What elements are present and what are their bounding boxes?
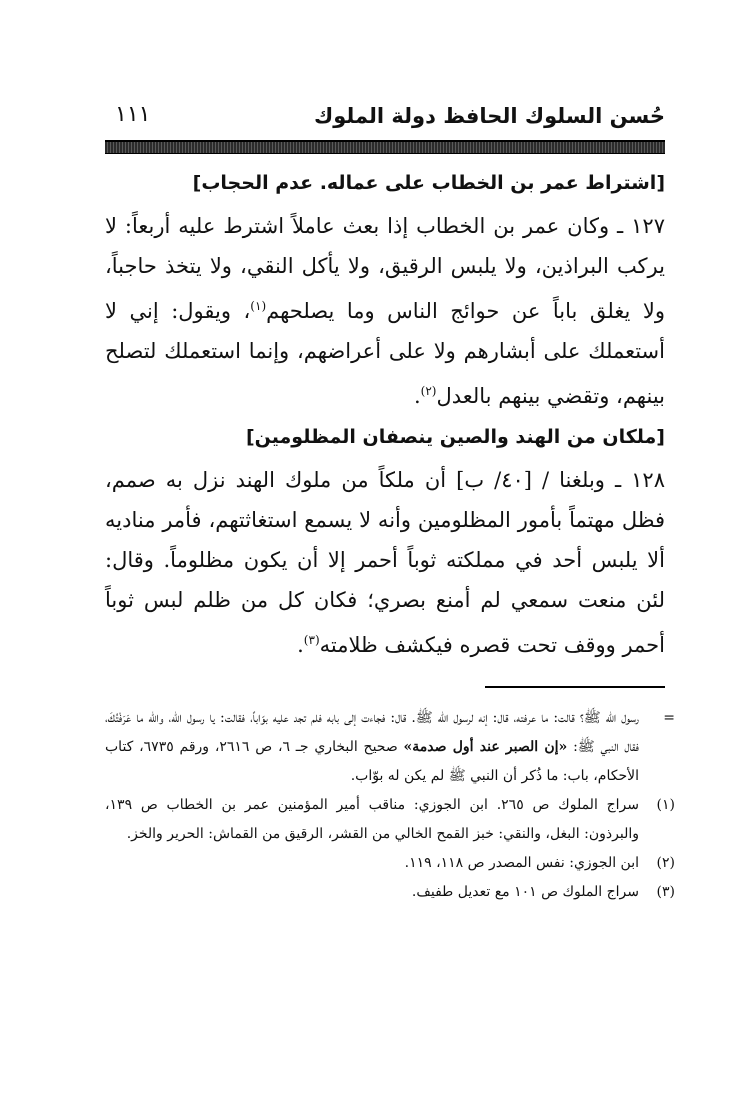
paragraph-128-text-a: ١٢٨ ـ وبلغنا / [٤٠/ ب] أن ملكاً من ملوك الهند نزل به صمم، فظل مهتماً بأمور المظلومين وأنه لا يسمع استغاثتهم، فأمر مناديه ألا يلبس أحد في مملكته ثوباً أحمر إلا أن يكون مظلوماً. وقال: لئن منعت سمعي لم أمنع بصري؛ فكان كل من ظلم لبس ثوباً أحمر ووقف تحت قصره فيكشف ظلامته [105, 468, 665, 657]
paragraph-128-text-b: . [297, 633, 304, 657]
footnote-ref-1: (١) [250, 299, 267, 313]
main-text [105, 162, 665, 667]
paragraph-127-text-a: ١٢٧ ـ وكان عمر بن الخطاب إذا بعث عاملاً اشترط عليه أربعاً: لا يركب البراذين، ولا يلبس الرقيق، ولا يأكل النقي، ولا يتخذ حاجباً، ولا يغلق باباً عن حوائج الناس وما يصلحهم [105, 214, 665, 323]
footnote-marker: (١) [656, 797, 675, 813]
footnote-2 [105, 849, 675, 878]
footnote-text: رسول الله ﷺ؟ قالت: ما عرفته، قال: إنه لرسول الله ﷺ. قال: فجاءت إلى بابه فلم تجد عليه بوّاباً، فقالت: يا رسول الله، والله ما عَرَفْتُكَ، فقال النبي ﷺ: [105, 710, 639, 755]
footnote-text: سراج الملوك ص ١٠١ مع تعديل طفيف. [411, 884, 639, 900]
footnote-marker: (٣) [656, 884, 675, 900]
footnote-text: سراج الملوك ص ٢٦٥. ابن الجوزي: مناقب أمير المؤمنين عمر بن الخطاب ص ١٣٩، والبرذون: البغل، والنقي: خبز القمح الخالي من القشر، الرقيق من القماش: الحرير والخز. [105, 797, 639, 842]
footnote-marker: = [663, 710, 675, 726]
section-heading-umar: [اشتراط عمر بن الخطاب على عماله. عدم الحجاب] [192, 172, 665, 194]
footnote-continuation [105, 704, 675, 791]
running-title: حُسن السلوك الحافظ دولة الملوك [313, 104, 665, 128]
paragraph-127 [105, 206, 665, 416]
footnote-text: صحيح البخاري جـ ٦، ص ٢٦١٦، ورقم ٦٧٣٥، كتاب الأحكام، باب: ما ذُكر أن النبي ﷺ لم يكن له بوّاب. [105, 739, 639, 784]
section-heading-kings: [ملكان من الهند والصين ينصفان المظلومين] [246, 426, 665, 448]
footnote-marker: (٢) [656, 855, 675, 871]
paragraph-128 [105, 460, 665, 665]
footnote-1 [105, 791, 675, 849]
page-number: ١١١ [115, 102, 151, 127]
header-rule [105, 140, 665, 154]
paragraph-127-text-b: ، ويقول: إني لا أستعملك على أبشارهم ولا على أعراضهم، وإنما استعملك لتصلح بينهم، وتقضي بينهم بالعدل [105, 299, 665, 408]
footnote-text: ابن الجوزي: نفس المصدر ص ١١٨، ١١٩. [404, 855, 639, 871]
footnotes [105, 704, 675, 907]
footnote-ref-3: (٣) [303, 633, 320, 647]
footnote-ref-2: (٢) [420, 384, 437, 398]
paragraph-127-text-c: . [413, 384, 421, 408]
footnote-bold-quote: «إن الصبر عند أول صدمة» [403, 739, 568, 755]
page-header [105, 98, 665, 138]
footnote-separator [485, 686, 665, 688]
footnote-3 [105, 878, 675, 907]
